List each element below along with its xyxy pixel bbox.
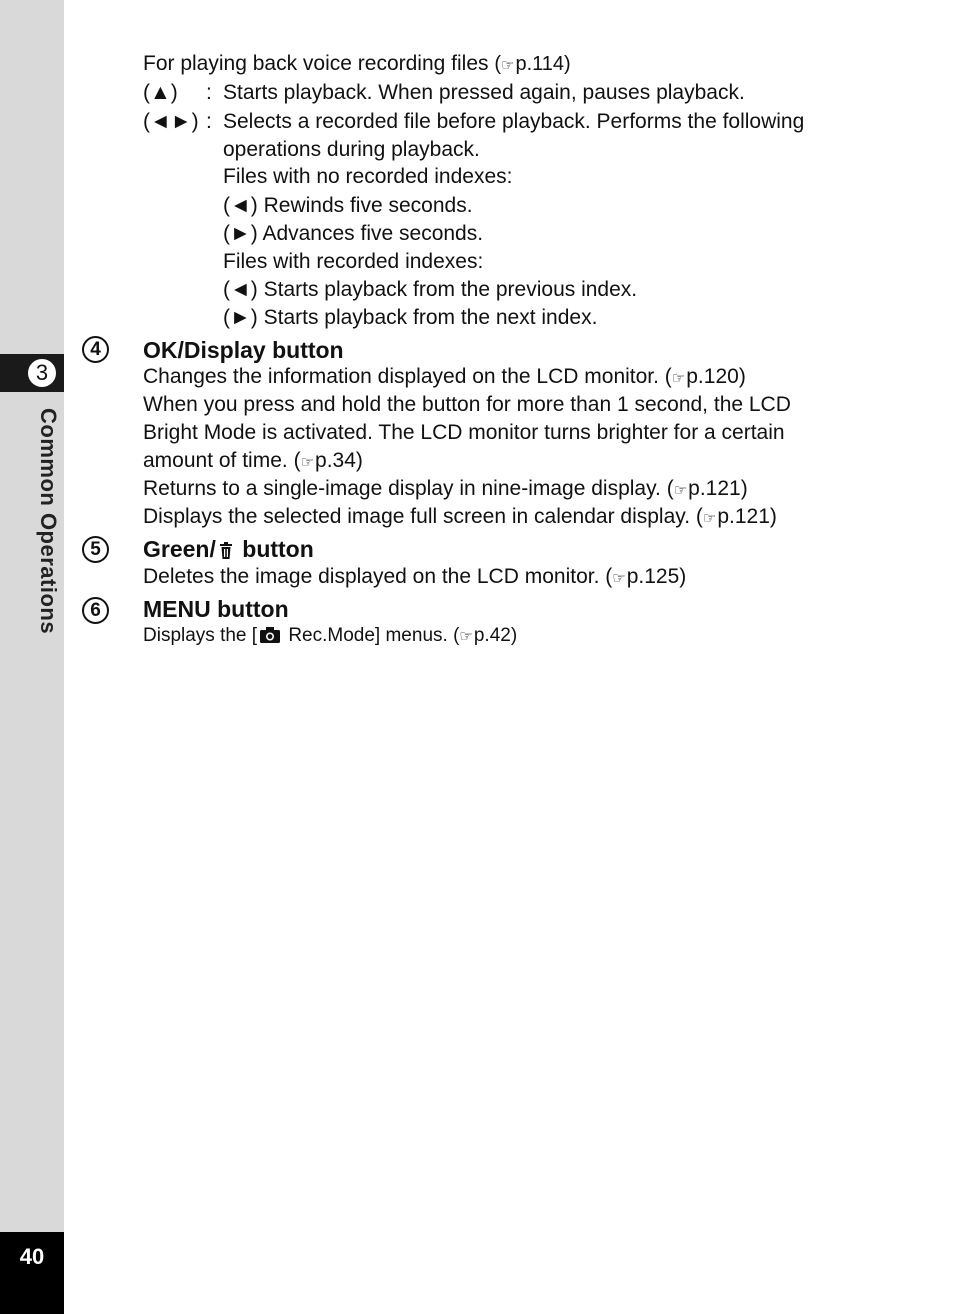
camera-icon	[259, 626, 281, 643]
page-number: 40	[19, 1244, 45, 1269]
description-line: (◄) Starts playback from the previous index.	[223, 278, 638, 301]
description-line: Bright Mode is activated. The LCD monitor turns brighter for a certain	[143, 421, 785, 444]
description-line: (◄) Rewinds five seconds.	[223, 194, 473, 217]
description-line: Files with no recorded indexes:	[223, 165, 513, 188]
section-number-4: 4	[82, 336, 109, 363]
left-right-key-description: Selects a recorded file before playback. Performs the following	[223, 110, 805, 133]
colon: :	[206, 110, 212, 133]
chapter-sidebar	[0, 0, 64, 1314]
colon: :	[206, 81, 212, 104]
voice-playback-heading: For playing back voice recording files (☞p.114)	[143, 52, 571, 75]
description-line: When you press and hold the button for more than 1 second, the LCD	[143, 393, 791, 416]
description-line: Returns to a single-image display in nine-image display. (☞p.121)	[143, 477, 748, 500]
description-line: (►) Starts playback from the next index.	[223, 306, 598, 329]
reference-icon: ☞	[671, 370, 686, 387]
reference-icon: ☞	[459, 628, 473, 645]
description-line: Files with recorded indexes:	[223, 250, 484, 273]
description-line: Displays the selected image full screen in calendar display. (☞p.121)	[143, 505, 777, 528]
description-line: amount of time. (☞p.34)	[143, 449, 363, 472]
description-line: Deletes the image displayed on the LCD monitor. (☞p.125)	[143, 565, 687, 588]
ok-display-button-heading: OK/Display button	[143, 337, 344, 363]
green-trash-button-heading: Green/ button	[143, 536, 314, 562]
reference-icon: ☞	[300, 454, 315, 471]
reference-icon: ☞	[673, 482, 688, 499]
reference-icon: ☞	[501, 57, 515, 74]
up-key-label: (▲)	[143, 81, 178, 104]
menu-button-heading: MENU button	[143, 596, 289, 622]
description-line: Displays the [ Rec.Mode] menus. (☞p.42)	[143, 625, 518, 646]
description-line: operations during playback.	[223, 138, 480, 161]
description-line: (►) Advances five seconds.	[223, 222, 484, 245]
page-reference: (☞p.114)	[494, 53, 571, 75]
reference-icon: ☞	[612, 570, 626, 587]
left-right-key-label: (◄►)	[143, 110, 199, 133]
chapter-number: 3	[26, 357, 58, 389]
reference-icon: ☞	[702, 510, 717, 527]
trash-icon	[219, 542, 233, 559]
up-key-description: Starts playback. When pressed again, pauses playback.	[223, 81, 745, 104]
chapter-title: Common Operations	[36, 408, 61, 635]
section-number-6: 6	[82, 597, 109, 624]
description-line: Changes the information displayed on the LCD monitor. (☞p.120)	[143, 365, 746, 388]
section-number-5: 5	[82, 536, 109, 563]
